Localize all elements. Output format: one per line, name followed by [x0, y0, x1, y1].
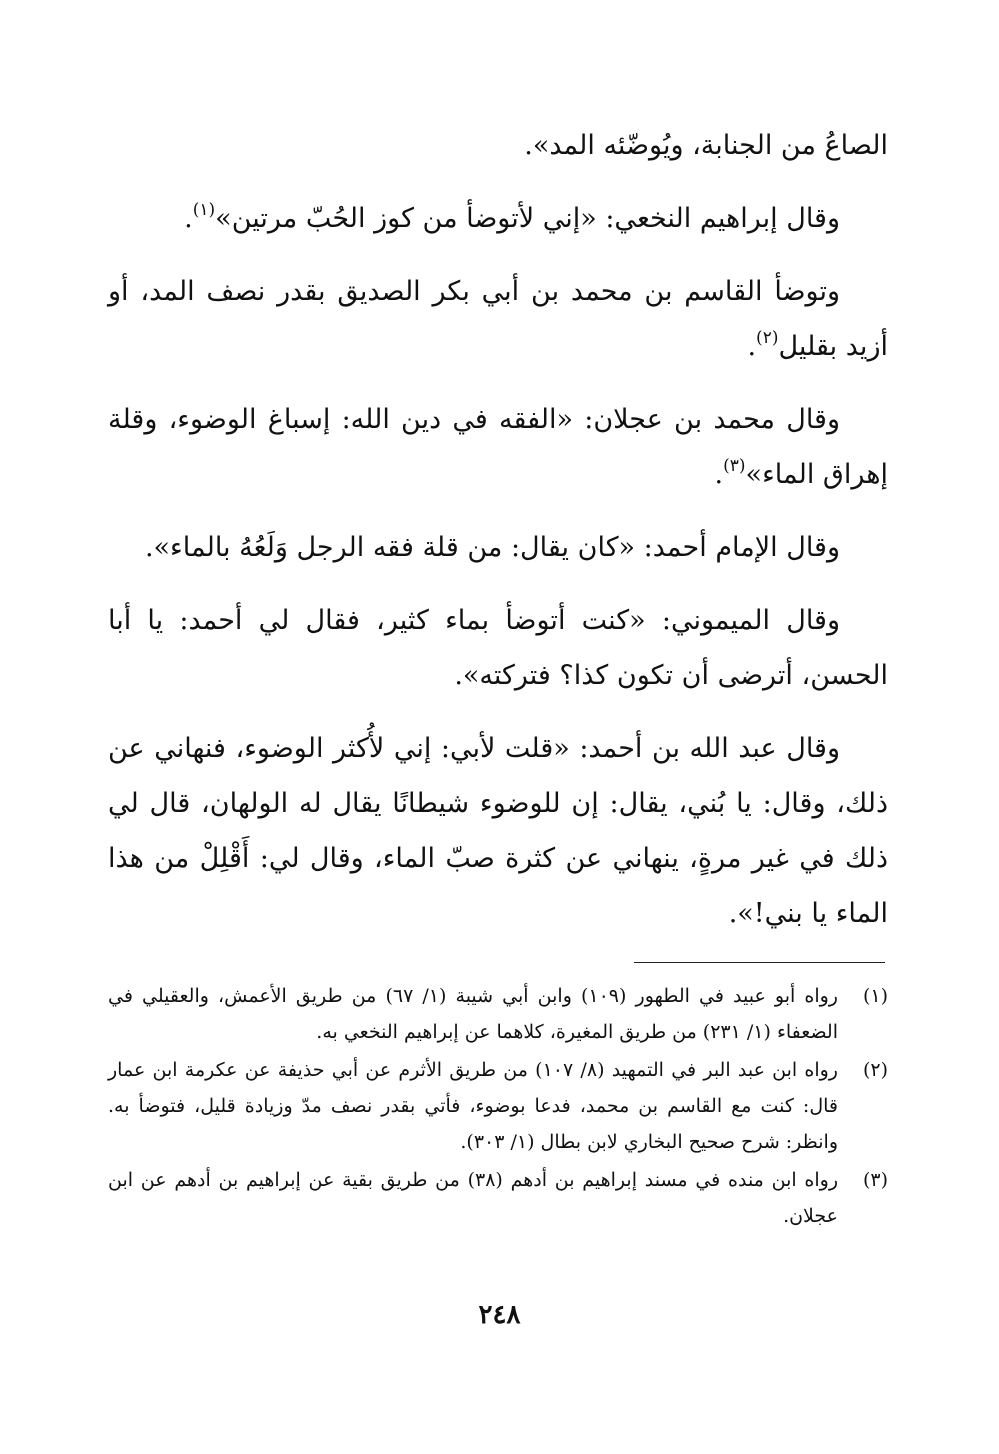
paragraph-1-text: الصاعُ من الجنابة، ويُوضّئه المد». — [524, 130, 888, 161]
paragraph-7 — [108, 721, 888, 941]
footnote-2-number: (٢) — [862, 1059, 888, 1081]
footnote-3 — [108, 1162, 888, 1234]
footnote-2 — [108, 1052, 888, 1160]
paragraph-6-text: وقال الميموني: «كنت أتوضأ بماء كثير، فقال لي أحمد: يا أبا الحسن، أترضى أن تكون كذا؟ فتركته». — [108, 605, 888, 691]
footnote-ref-3: (٣) — [723, 456, 746, 476]
paragraph-7-text: وقال عبد الله بن أحمد: «قلت لأبي: إني لأُكثر الوضوء، فنهاني عن ذلك، وقال: يا بُني، يقال: إن للوضوء شيطانًا يقال له الولهان، قال لي ذلك في غير مرةٍ، ينهاني عن كثرة صبّ الماء، وقال لي: أَقْلِلْ من هذا الماء يا بني!». — [108, 733, 888, 929]
paragraph-3-text: وتوضأ القاسم بن محمد بن أبي بكر الصديق بقدر نصف المد، أو أزيد بقليل — [108, 276, 888, 362]
footnote-3-number: (٣) — [862, 1169, 888, 1191]
footnote-separator — [634, 962, 885, 963]
footnote-3-text: رواه ابن منده في مسند إبراهيم بن أدهم (٣٨) من طريق بقية عن إبراهيم بن أدهم عن ابن عجلان. — [108, 1169, 838, 1227]
paragraph-5 — [108, 520, 888, 575]
paragraph-1 — [108, 118, 888, 173]
footnote-1-number: (١) — [862, 985, 888, 1007]
paragraph-6 — [108, 593, 888, 703]
footnote-1 — [108, 978, 888, 1050]
paragraph-3: وتوضأ القاسم بن محمد بن أبي بكر الصديق بقدر نصف المد، أو أزيد بقليل$^{(٢)}$. — [108, 276, 888, 362]
footnote-ref-1: (١) — [192, 200, 216, 220]
paragraph-5-text: وقال الإمام أحمد: «كان يقال: من قلة فقه الرجل وَلَعُهُ بالماء». — [144, 532, 840, 563]
paragraph-2-text: وقال إبراهيم النخعي: «إني لأتوضأ من كوز الحُبّ مرتين» — [215, 203, 840, 234]
paragraph-4: وقال محمد بن عجلان: «الفقه في دين الله: إسباغ الوضوء، وقلة إهراق الماء»$^{(٣)}$. — [108, 404, 888, 490]
main-text — [108, 118, 888, 959]
footnotes — [108, 978, 888, 1236]
footnote-2-text: رواه ابن عبد البر في التمهيد (٨/ ١٠٧) من طريق الأثرم عن أبي حذيفة عن عكرمة ابن عمار قال: كنت مع القاسم بن محمد، فدعا بوضوء، فأتي بقدر نصف مدّ وزيادة قليل، فتوضأ به. وانظر: شرح صحيح البخاري لابن بطال (١/ ٣٠٣). — [108, 1059, 838, 1153]
footnote-1-text: رواه أبو عبيد في الطهور (١٠٩) وابن أبي شيبة (١/ ٦٧) من طريق الأعمش، والعقيلي في الضعفاء (١/ ٢٣١) من طريق المغيرة، كلاهما عن إبراهيم النخعي به. — [108, 985, 838, 1043]
page-number: ٢٤٨ — [478, 1300, 521, 1330]
footnote-ref-2: (٢) — [756, 328, 779, 348]
paragraph-2: وقال إبراهيم النخعي: «إني لأتوضأ من كوز الحُبّ مرتين»$^{(١)}$. — [184, 200, 840, 234]
paragraph-4-text: وقال محمد بن عجلان: «الفقه في دين الله: إسباغ الوضوء، وقلة إهراق الماء» — [108, 404, 888, 490]
